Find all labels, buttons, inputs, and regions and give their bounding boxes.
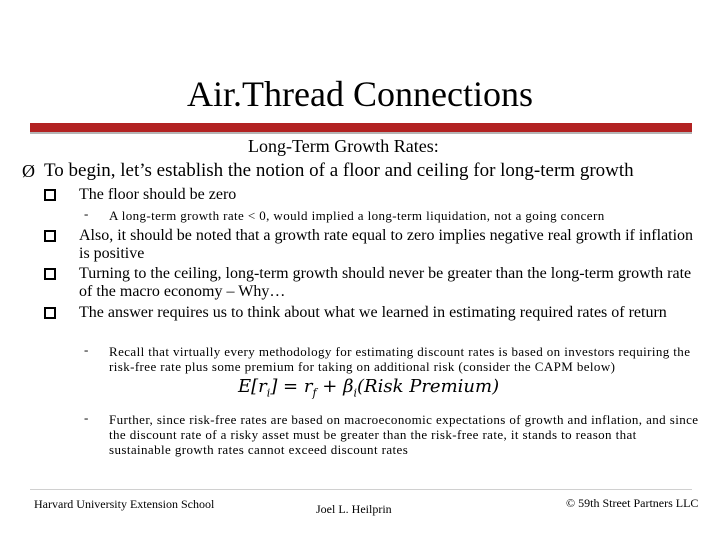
footer-rule xyxy=(30,489,692,490)
checkbox-bullet-icon xyxy=(44,268,56,280)
checkbox-bullet-icon xyxy=(44,307,56,319)
sub-point-text: Recall that virtually every methodology for estimating discount rates is based on investors requiring the risk-free rate plus some premium for taking on additional risk (consider the CAPM below) xyxy=(109,344,691,374)
sub-point-text: Further, since risk-free rates are based on macroeconomic expectations of growth and inflation, and since the discount rate of a risky asset must be greater than the risk-free rate, it stands to reason that sustainable growth rates cannot exceed discount rates xyxy=(109,412,699,457)
point-text: The answer requires us to think about what we learned in estimating required rates of return xyxy=(79,304,667,321)
formula-lhs-sub: i xyxy=(266,386,271,400)
dash-bullet-icon: - xyxy=(84,342,89,357)
formula-rf-sub: f xyxy=(312,386,317,400)
point-text: Also, it should be noted that a growth rate equal to zero implies negative real growth if inflation is positive xyxy=(79,227,694,262)
footer-left: Harvard University Extension School xyxy=(34,497,215,511)
footer-center: Joel L. Heilprin xyxy=(316,502,392,516)
formula-lhs-open: E[r xyxy=(238,376,267,397)
dash-bullet-icon: - xyxy=(84,206,89,221)
main-bullet-text: To begin, let’s establish the notion of a floor and ceiling for long-term growth xyxy=(44,160,634,181)
point-text: The floor should be zero xyxy=(79,186,237,203)
dash-bullet-icon: - xyxy=(84,410,89,425)
footer-right: © 59th Street Partners LLC xyxy=(566,496,699,510)
title-rule-gray xyxy=(30,132,692,134)
checkbox-bullet-icon xyxy=(44,230,56,242)
sub-point-text: A long-term growth rate < 0, would implied a long-term liquidation, not a going concern xyxy=(109,208,605,223)
slide-title: Air.Thread Connections xyxy=(187,74,533,114)
formula-rest: (Risk Premium) xyxy=(357,376,500,397)
formula-lhs-close: ] = r xyxy=(270,376,313,397)
capm-formula xyxy=(238,376,499,400)
formula-plus-beta: + β xyxy=(316,376,354,397)
checkbox-bullet-icon xyxy=(44,189,56,201)
title-rule-red xyxy=(30,123,692,132)
slide-subtitle: Long-Term Growth Rates: xyxy=(248,136,439,156)
point-text: Turning to the ceiling, long-term growth should never be greater than the long-term growth rate of the macro economy – Why… xyxy=(79,265,692,300)
formula-beta-sub: i xyxy=(353,386,358,400)
arrow-bullet-icon: Ø xyxy=(22,161,35,181)
